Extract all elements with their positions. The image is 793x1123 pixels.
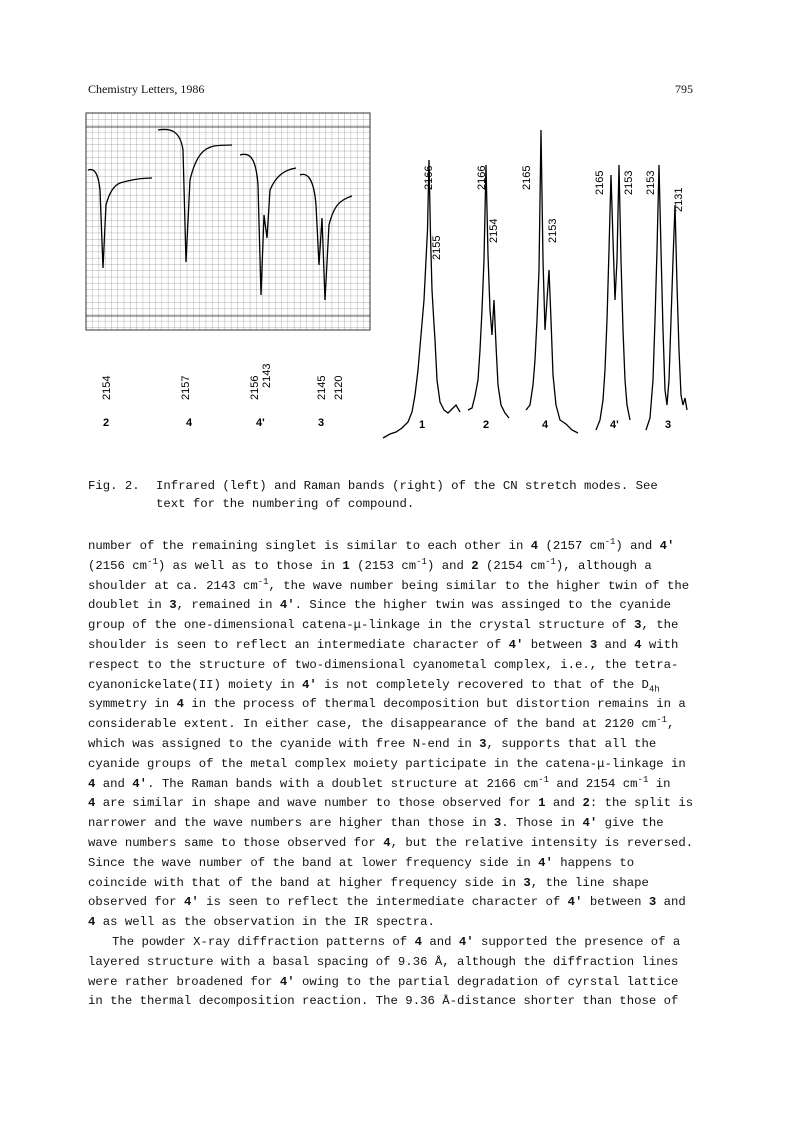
paragraph-line: narrower and the wave numbers are higher than those in 3. Those in 4' give the [88, 816, 664, 831]
ir-compound-label: 4 [186, 417, 193, 429]
paragraph-line: coincide with that of the band at higher frequency side in 3, the line shape [88, 875, 649, 890]
paragraph-line: 4 as well as the observation in the IR spectra. [88, 915, 435, 930]
paragraph-line: cyanide groups of the metal complex moiety participate in the catena-μ-linkage in [88, 756, 686, 771]
raman-trace-4 [526, 130, 578, 433]
raman-compound-labels [419, 419, 671, 431]
ir-compound-label: 4' [256, 417, 265, 429]
caption-line2: text for the numbering of compound. [156, 497, 415, 511]
ir-band-label: 2120 [333, 375, 345, 400]
raman-band-label: 2165 [521, 165, 533, 190]
ir-band-label: 2145 [316, 375, 328, 400]
paragraph-line: layered structure with a basal spacing of 9.36 Å, although the diffraction lines [88, 954, 679, 969]
ir-compound-label: 3 [318, 417, 325, 429]
paragraph-line: 4 and 4'. The Raman bands with a doublet structure at 2166 $cm^{-1}$ and 2154 $cm^{-1}$ in [88, 774, 671, 791]
paragraph-line: shoulder is seen to reflect an intermediate character of 4' between 3 and 4 with [88, 637, 679, 652]
raman-trace-2 [468, 165, 509, 418]
raman-band-label: 2165 [594, 170, 606, 195]
raman-band-label: 2153 [623, 170, 635, 195]
raman-compound-label: 4 [542, 419, 549, 431]
paragraph-line: wave numbers same to those observed for 4, but the relative intensity is reversed. [88, 835, 694, 850]
ir-band-label: 2156 [249, 375, 261, 400]
raman-band-labels [423, 166, 685, 260]
paragraph-line: cyanonickelate(II) moiety in 4' is not completely recovered to that of the $D_{4h}$ [88, 677, 660, 695]
raman-band-label: 2166 [423, 165, 435, 190]
raman-band-label: 2155 [431, 235, 443, 260]
raman-compound-label: 3 [665, 419, 672, 431]
paragraph-line: group of the one-dimensional catena-μ-linkage in the crystal structure of 3, the [88, 618, 679, 633]
paragraph-line: Since the wave number of the band at lower frequency side in 4' happens to [88, 855, 635, 870]
ir-compound-label: 2 [103, 417, 110, 429]
running-header-journal: Chemistry Letters, 1986 [88, 82, 205, 96]
paragraph-line: 4 are similar in shape and wave number to those observed for 1 and 2: the split is [88, 796, 694, 811]
raman-band-label: 2153 [547, 218, 559, 243]
paragraph-line: respect to the structure of two-dimensional cyanometal complex, i.e., the tetra- [88, 657, 679, 672]
paragraph-line: in the thermal decomposition reaction. The 9.36 Å-distance shorter than those of [88, 994, 679, 1009]
paragraph-line: (2156 $cm^{-1}$) as well as to those in 1 (2153 $cm^{-1}$) and 2 (2154 $cm^{-1}$), although a [88, 556, 652, 573]
paragraph-line: number of the remaining singlet is similar to each other in 4 (2157 $cm^{-1}$) and 4' [88, 536, 675, 553]
ir-band-label: 2143 [261, 363, 273, 388]
raman-band-label: 2131 [673, 187, 685, 212]
caption-label: Fig. 2. [88, 479, 140, 493]
raman-compound-label: 2 [483, 419, 490, 431]
ir-band-label: 2154 [101, 375, 113, 400]
raman-band-label: 2154 [488, 218, 500, 243]
paragraph-line: considerable extent. In either case, the disappearance of the band at 2120 $cm^{-1}$, [88, 715, 675, 732]
ir-band-label: 2157 [180, 375, 192, 400]
page-number: 795 [675, 82, 693, 96]
caption-line1: Infrared (left) and Raman bands (right) of the CN stretch modes. See [156, 479, 658, 493]
spectra-figure [0, 0, 793, 460]
ir-band-labels [101, 364, 345, 400]
ir-compound-labels [103, 417, 324, 429]
raman-band-label: 2153 [645, 170, 657, 195]
paragraph-line: which was assigned to the cyanide with free N-end in 3, supports that all the [88, 736, 657, 751]
paragraph-line: doublet in 3, remained in 4'. Since the higher twin was assinged to the cyanide [88, 598, 672, 613]
raman-compound-label: 4' [610, 419, 619, 431]
raman-band-label: 2166 [476, 165, 488, 190]
paragraph-line: symmetry in 4 in the process of thermal decomposition but distortion remains in a [88, 697, 686, 712]
body-text [88, 537, 724, 1012]
raman-compound-label: 1 [419, 419, 426, 431]
raman-trace-4prime [596, 165, 630, 430]
paragraph-line: were rather broadened for 4' owing to the partial degradation of cyrstal lattice [88, 974, 679, 989]
paragraph-line: shoulder at ca. 2143 $cm^{-1}$, the wave number being similar to the higher twin of the [88, 576, 690, 593]
paragraph-line: The powder X-ray diffraction patterns of 4 and 4' supported the presence of a [112, 934, 681, 949]
figure-caption [88, 477, 658, 513]
raman-trace-1 [383, 160, 460, 438]
paragraph-line: observed for 4' is seen to reflect the intermediate character of 4' between 3 and [88, 895, 686, 910]
